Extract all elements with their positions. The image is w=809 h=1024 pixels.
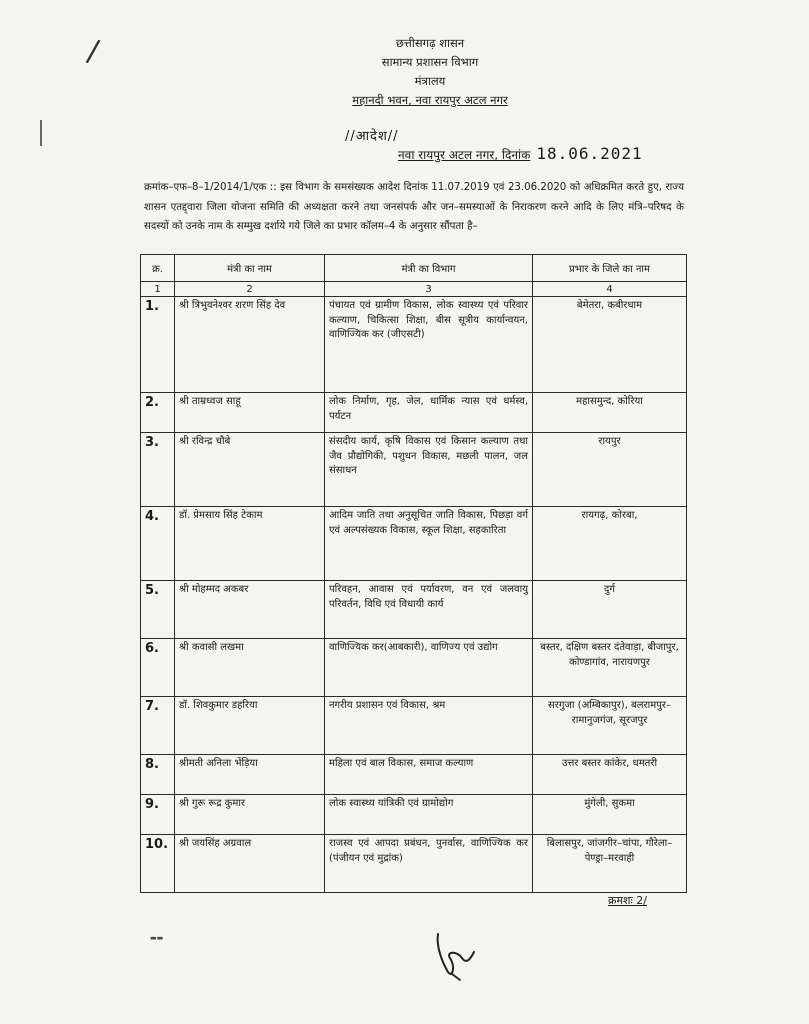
minister-department: परिवहन, आवास एवं पर्यावरण, वन एवं जलवायु परिवर्तन, विधि एवं विधायी कार्य [325, 581, 533, 639]
table-row [141, 393, 687, 433]
minister-department: संसदीय कार्य, कृषि विकास एवं किसान कल्याण तथा जैव प्रौद्योगिकी, पशुधन विकास, मछली पालन, जल संसाधन [325, 433, 533, 507]
minister-department: महिला एवं बाल विकास, समाज कल्याण [325, 755, 533, 795]
place-label: नवा रायपुर अटल नगर, दिनांक [398, 148, 531, 162]
stamp-mark: ▬▬ [150, 934, 164, 942]
column-number: 3 [325, 282, 533, 297]
table-row [141, 507, 687, 581]
serial-number: 7. [141, 697, 175, 755]
minister-name: श्री मोहम्मद अकबर [175, 581, 325, 639]
district-charge: महासमुन्द, कोरिया [533, 393, 687, 433]
minister-department: नगरीय प्रशासन एवं विकास, श्रम [325, 697, 533, 755]
table-row [141, 697, 687, 755]
serial-number: 1. [141, 297, 175, 393]
header-line-3: मंत्रालय [414, 74, 446, 88]
minister-department: लोक निर्माण, गृह, जेल, धार्मिक न्यास एवं धर्मस्व, पर्यटन [325, 393, 533, 433]
table-row [141, 297, 687, 393]
serial-number: 4. [141, 507, 175, 581]
serial-number: 10. [141, 835, 175, 893]
column-number: 2 [175, 282, 325, 297]
signature-icon [430, 928, 480, 984]
header-district: प्रभार के जिले का नाम [533, 255, 687, 282]
header-line-4: महानदी भवन, नवा रायपुर अटल नगर [352, 93, 508, 107]
column-number: 4 [533, 282, 687, 297]
pen-stroke-mark: / [84, 33, 102, 70]
minister-department: लोक स्वास्थ्य यांत्रिकी एवं ग्रामोद्योग [325, 795, 533, 835]
district-charge: उत्तर बस्तर कांकेर, धमतरी [533, 755, 687, 795]
table-row [141, 755, 687, 795]
column-number-row [141, 282, 687, 297]
header-minister-name: मंत्री का नाम [175, 255, 325, 282]
header-line-1: छत्तीसगढ़ शासन [395, 36, 465, 50]
minister-department: राजस्व एवं आपदा प्रबंधन, पुनर्वास, वाणिज्यिक कर (पंजीयन एवं मुद्रांक) [325, 835, 533, 893]
minister-name: श्रीमती अनिला भेंड़िया [175, 755, 325, 795]
minister-name: श्री गुरू रूद्र कुमार [175, 795, 325, 835]
district-charge: दुर्ग [533, 581, 687, 639]
district-charge: बस्तर, दक्षिण बस्तर दंतेवाड़ा, बीजापुर, कोण्डागांव, नारायणपुर [533, 639, 687, 697]
place-date-line [398, 144, 643, 163]
header-line-2: सामान्य प्रशासन विभाग [381, 55, 479, 69]
serial-number: 3. [141, 433, 175, 507]
minister-name: श्री कवासी लखमा [175, 639, 325, 697]
order-paragraph: क्रमांक–एफ–8–1/2014/1/एक :: इस विभाग के समसंख्यक आदेश दिनांक 11.07.2019 एवं 23.06.2020 को अधिक्रमित करते हुए, राज्य शासन एतद्द्वारा जिला योजना समिति की अध्यक्षता करने तथा जनसंपर्क और जन–समस्याओं के निराकरण करने आदि के लिए मंत्रि–परिषद के सदस्यों को उनके नाम के सम्मुख दर्शाये गये जिले का प्रभार कॉलम–4 के अनुसार सौंपता है– [144, 182, 684, 232]
column-number: 1 [141, 282, 175, 297]
minister-department: वाणिज्यिक कर(आबकारी), वाणिज्य एवं उद्योग [325, 639, 533, 697]
order-title: //आदेश// [345, 129, 399, 144]
table-row [141, 639, 687, 697]
minister-name: श्री ताम्रध्वज साहू [175, 393, 325, 433]
district-charge: बिलासपुर, जांजगीर–चांपा, गौरेला–पेण्ड्रा–मरवाही [533, 835, 687, 893]
handwritten-date: 18.06.2021 [536, 144, 643, 163]
table-row [141, 433, 687, 507]
minister-name: डॉ. प्रेमसाय सिंह टेकाम [175, 507, 325, 581]
serial-number: 5. [141, 581, 175, 639]
table-header-row [141, 255, 687, 282]
margin-mark [40, 120, 42, 146]
district-charge: बेमेतरा, कबीरधाम [533, 297, 687, 393]
letterhead [240, 34, 620, 110]
header-serial: क्र. [141, 255, 175, 282]
minister-department: पंचायत एवं ग्रामीण विकास, लोक स्वास्थ्य एवं परिवार कल्याण, चिकित्सा शिक्षा, बीस सूत्रीय कार्यान्वयन, वाणिज्यिक कर (जीएसटी) [325, 297, 533, 393]
table-row [141, 581, 687, 639]
district-charge: रायगढ़, कोरबा, [533, 507, 687, 581]
district-charge: रायपुर [533, 433, 687, 507]
minister-name: श्री त्रिभुवनेश्वर शरण सिंह देव [175, 297, 325, 393]
header-department: मंत्री का विभाग [325, 255, 533, 282]
continuation-note: क्रमशः 2/ [608, 894, 647, 907]
serial-number: 8. [141, 755, 175, 795]
district-charge: सरगुजा (अम्बिकापुर), बलरामपुर–रामानुजगंज, सूरजपुर [533, 697, 687, 755]
serial-number: 2. [141, 393, 175, 433]
serial-number: 9. [141, 795, 175, 835]
district-charge: मुंगेली, सुकमा [533, 795, 687, 835]
minister-name: श्री जयसिंह अग्रवाल [175, 835, 325, 893]
minister-name: डॉ. शिवकुमार डहरिया [175, 697, 325, 755]
table-row [141, 835, 687, 893]
minister-department: आदिम जाति तथा अनुसूचित जाति विकास, पिछड़ा वर्ग एवं अल्पसंख्यक विकास, स्कूल शिक्षा, सहकारिता [325, 507, 533, 581]
serial-number: 6. [141, 639, 175, 697]
minister-name: श्री रविन्द्र चौबे [175, 433, 325, 507]
table-row [141, 795, 687, 835]
ministers-table [140, 254, 687, 893]
